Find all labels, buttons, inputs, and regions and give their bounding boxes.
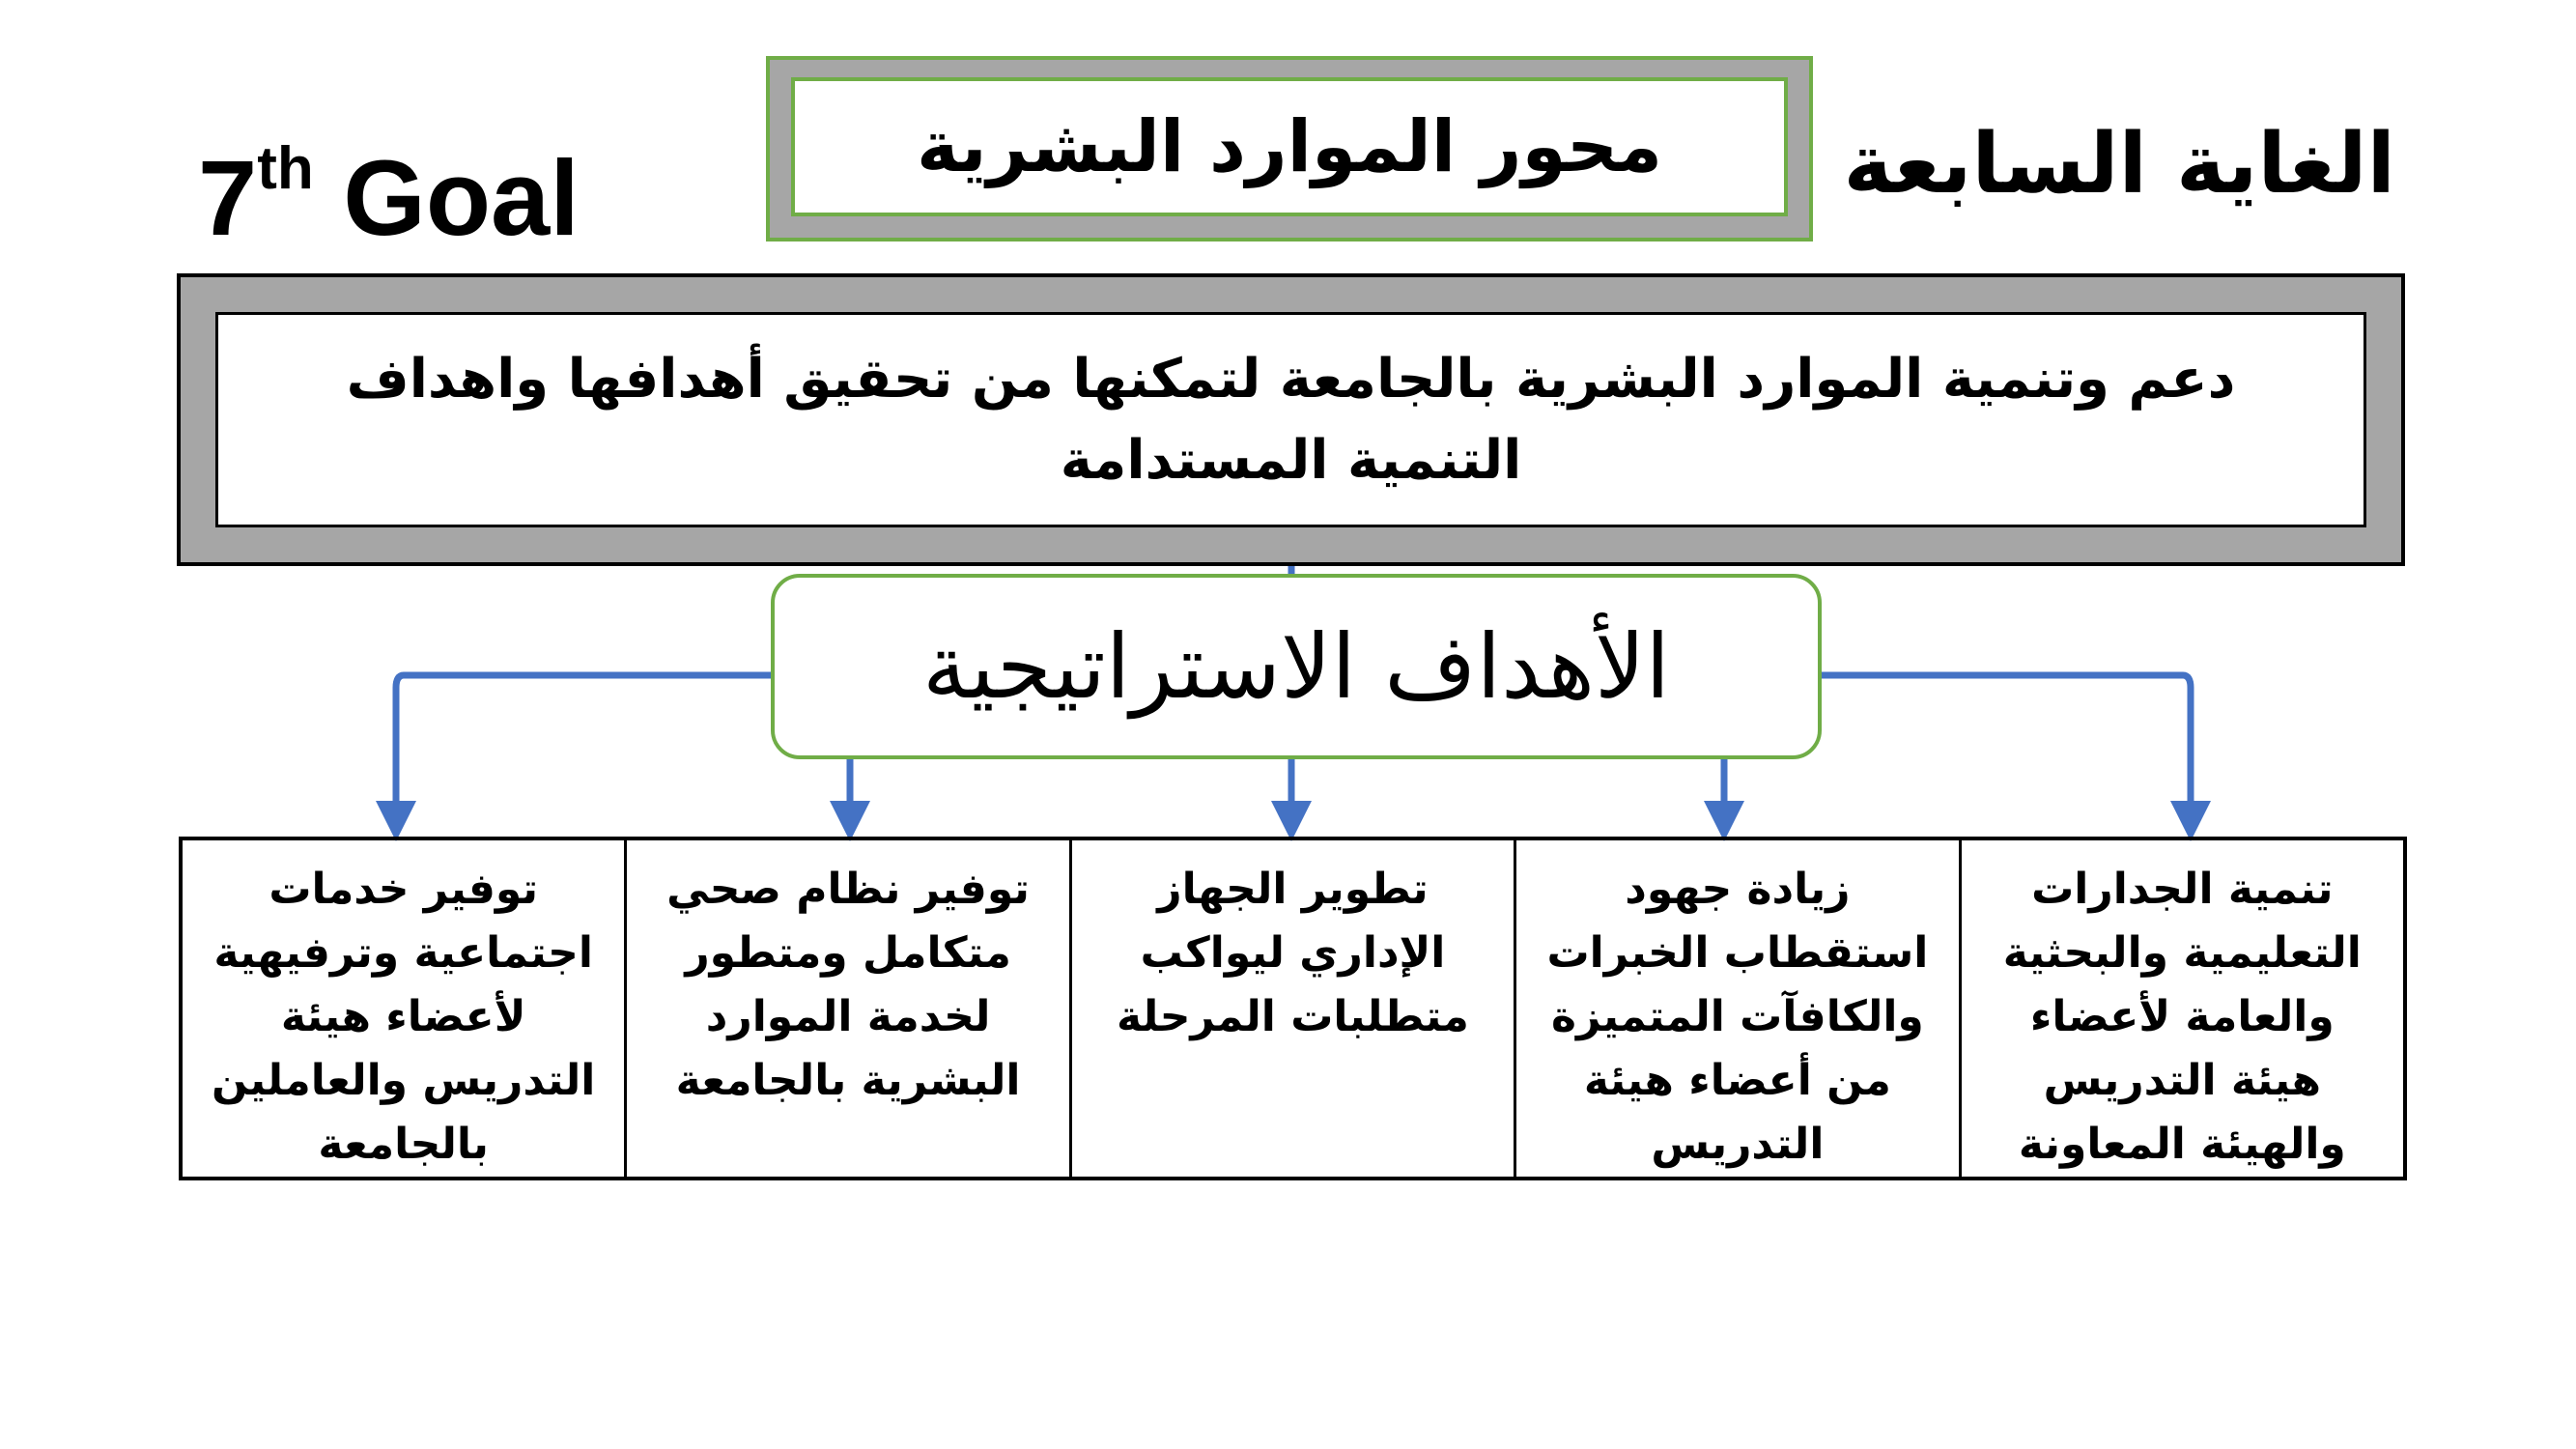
objective-cell: تنمية الجدارات التعليمية والبحثية والعامة لأعضاء هيئة التدريس والهيئة المعاونة bbox=[2002, 865, 2362, 1169]
goal-ordinal-suffix: th bbox=[257, 135, 314, 202]
objective-cell: توفير نظام صحي متكامل ومتطور لخدمة الموارد البشرية بالجامعة bbox=[627, 840, 1071, 1177]
axis-title: محور الموارد البشرية bbox=[791, 77, 1788, 216]
objective-cell: زيادة جهود استقطاب الخبرات والكافآت المتميزة من أعضاء هيئة التدريس bbox=[1516, 840, 1961, 1177]
objectives-table bbox=[179, 837, 2407, 1180]
objective-cell: توفير خدمات اجتماعية وترفيهية لأعضاء هيئة التدريس والعاملين بالجامعة bbox=[183, 840, 627, 1177]
goal-number: 7 bbox=[198, 139, 258, 258]
mission-text: دعم وتنمية الموارد البشرية بالجامعة لتمكنها من تحقيق أهدافها واهداف التنمية المستدامة bbox=[215, 312, 2366, 527]
connector-left-branch bbox=[396, 675, 771, 821]
strategic-objectives-title: الأهداف الاستراتيجية bbox=[771, 574, 1822, 759]
goal-arabic-title: الغاية السابعة bbox=[1843, 116, 2395, 213]
objective-cell: تطوير الجهاز الإداري ليواكب متطلبات المرحلة bbox=[1072, 840, 1516, 1177]
connector-right-branch bbox=[1822, 675, 2191, 821]
goal-word: Goal bbox=[313, 139, 580, 258]
